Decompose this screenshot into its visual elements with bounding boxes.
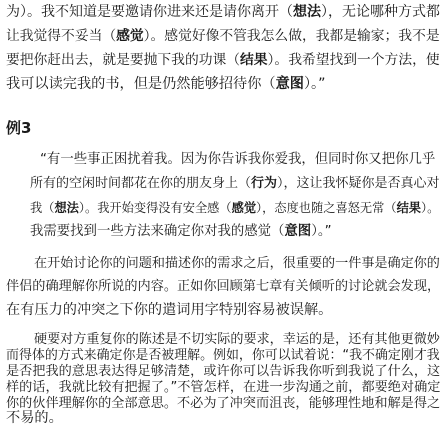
example1-line-2: 让我觉得不妥当（感觉）。感觉好像不管我怎么做，我都是输家；我不是 [6, 28, 440, 44]
paragraph2-line-4: 样的话，我就比较有把握了。”不管怎样，在进一步沟通之前，都要绝对确定 [6, 380, 441, 395]
paragraph2-line-1: 硬要对方重复你的陈述是不切实际的要求，幸运的是，还有其他更微妙 [34, 332, 440, 347]
example3-heading: 例3 [6, 119, 32, 137]
paragraph2-line-2: 而得体的方式来确定你是否被理解。例如，你可以试着说：“我不确定刚才我 [6, 348, 440, 363]
paragraph1-line-3: 在有压力的冲突之下你的遣词用字特别容易被误解。 [6, 302, 333, 318]
paragraph2-line-6: 不易的。 [6, 410, 63, 426]
paragraph2-line-3: 是否把我的意思表达得足够清楚，或许你可以告诉我你听到我说了什么，这 [6, 364, 441, 379]
paragraph1-line-1: 在开始讨论你的问题和描述你的需求之后，很重要的一件事是确定你的 [34, 256, 440, 271]
example3-line-3: 我（想法）。我开始变得没有安全感（感觉），态度也随之喜怒无常（结果）。 [30, 201, 440, 215]
paragraph1-line-2: 伴侣的确理解你所说的内容。正如你回顾第七章有关倾听的讨论就会发现， [6, 279, 441, 294]
example3-line-4: 我需要找到一些方法来确定你对我的感觉（意图）。” [30, 224, 332, 239]
paragraph2-line-5: 你的伙伴理解你的全部意思。不必为了冲突而沮丧，能够理性地和解是得之 [6, 396, 441, 411]
example1-line-1: 为）。我不知道是要邀请你进来还是请你离开（想法），无论哪种方式都 [6, 4, 440, 20]
example3-line-2: 所有的空闲时间都花在你的朋友身上（行为），这让我怀疑你是否真心对 [30, 176, 440, 191]
example1-line-3: 要把你赶出去，就是要抛下我的功课（结果）。我希望找到一个方法，使 [6, 52, 440, 68]
example3-line-1: “有一些事正困扰着我。因为你告诉我你爱我，但同时你又把你几乎 [40, 152, 436, 167]
example1-line-4: 我可以读完我的书，但是仍然能够招待你（意图）。” [6, 76, 326, 92]
